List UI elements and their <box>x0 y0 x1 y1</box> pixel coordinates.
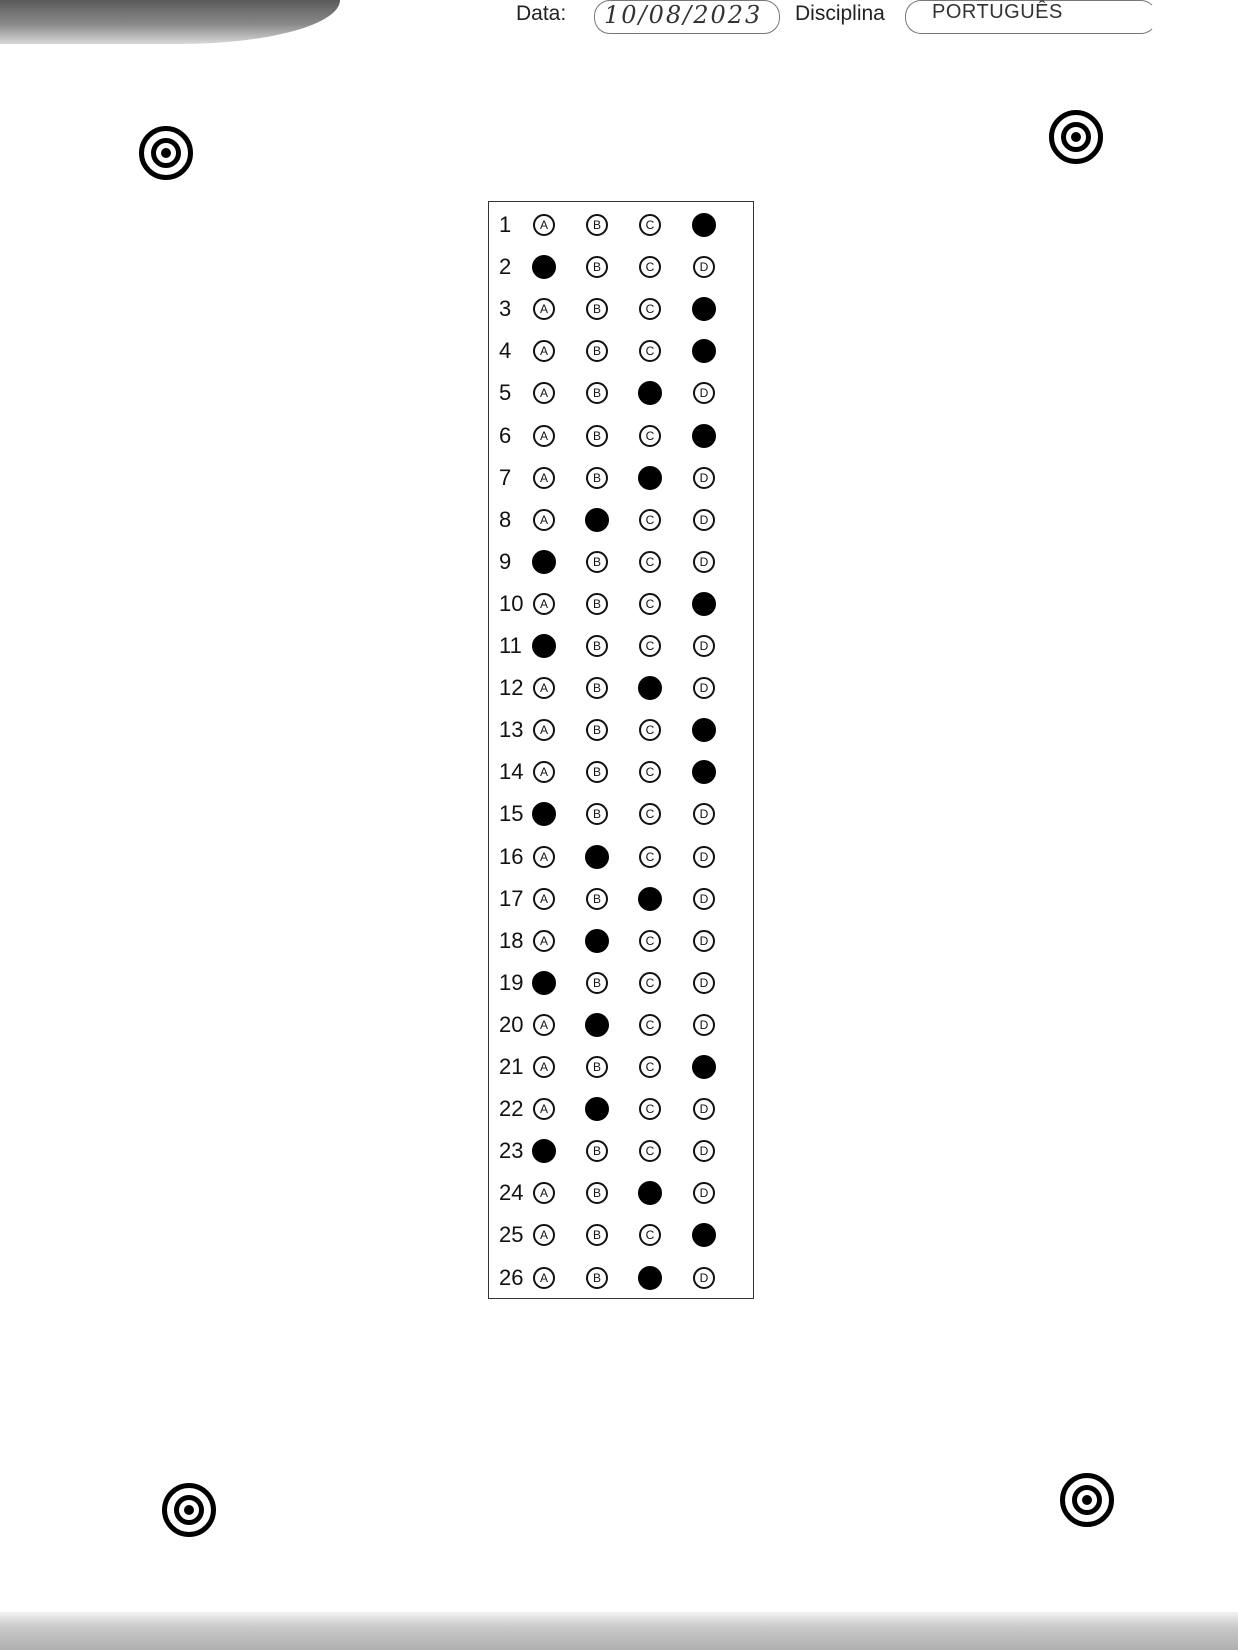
bubble-c-filled[interactable] <box>638 466 662 490</box>
bubble-c-filled[interactable] <box>638 381 662 405</box>
question-number: 3 <box>499 296 512 322</box>
bubble-b[interactable]: B <box>586 467 608 489</box>
bubble-c[interactable]: C <box>639 1098 661 1120</box>
bubble-b[interactable]: B <box>586 1182 608 1204</box>
question-number: 22 <box>499 1096 524 1122</box>
question-number: 13 <box>499 717 524 743</box>
bubble-a[interactable]: A <box>533 1182 555 1204</box>
bubble-b[interactable]: B <box>586 1267 608 1289</box>
bubble-c[interactable]: C <box>639 1014 661 1036</box>
bubble-d[interactable]: D <box>693 1182 715 1204</box>
answer-row <box>489 1130 753 1172</box>
bubble-c[interactable]: C <box>639 719 661 741</box>
bubble-b-filled[interactable] <box>585 845 609 869</box>
bubble-d[interactable]: D <box>693 551 715 573</box>
bubble-b[interactable]: B <box>586 551 608 573</box>
answer-row <box>489 372 753 414</box>
answer-row <box>489 583 753 625</box>
bubble-c[interactable]: C <box>639 340 661 362</box>
bubble-d[interactable]: D <box>693 467 715 489</box>
question-number: 11 <box>499 633 522 658</box>
bubble-a[interactable]: A <box>533 1267 555 1289</box>
bubble-b[interactable]: B <box>586 298 608 320</box>
bubble-c[interactable]: C <box>639 930 661 952</box>
question-number: 6 <box>499 422 512 448</box>
bubble-a[interactable]: A <box>533 1224 555 1246</box>
question-number: 21 <box>499 1054 524 1079</box>
bubble-b[interactable]: B <box>586 1224 608 1246</box>
question-number: 16 <box>499 843 524 869</box>
bubble-a[interactable]: A <box>533 298 555 320</box>
bubble-b[interactable]: B <box>586 635 608 657</box>
bubble-a[interactable]: A <box>533 509 555 531</box>
bubble-a[interactable]: A <box>533 1098 555 1120</box>
answer-row <box>489 962 753 1004</box>
answer-row <box>489 499 753 541</box>
bubble-c-filled[interactable] <box>638 1181 662 1205</box>
answer-row <box>489 751 753 793</box>
answer-row <box>489 1257 753 1299</box>
bubble-d[interactable]: D <box>693 1098 715 1120</box>
question-number: 24 <box>499 1180 524 1206</box>
bubble-d[interactable]: D <box>693 930 715 952</box>
answer-row <box>489 709 753 751</box>
bubble-a[interactable]: A <box>533 677 555 699</box>
bubble-b[interactable]: B <box>586 1056 608 1078</box>
sheet-header <box>0 0 1238 40</box>
bubble-b[interactable]: B <box>586 761 608 783</box>
subject-value: PORTUGUÊS <box>932 1 1063 23</box>
bubble-d[interactable]: D <box>693 677 715 699</box>
bubble-d[interactable]: D <box>693 1140 715 1162</box>
bubble-b[interactable]: B <box>586 677 608 699</box>
answer-row <box>489 204 753 246</box>
answer-row <box>489 541 753 583</box>
answer-row <box>489 878 753 920</box>
question-number: 18 <box>499 927 524 953</box>
bubble-a[interactable]: A <box>533 593 555 615</box>
question-number: 20 <box>499 1011 524 1037</box>
bubble-b[interactable]: B <box>586 888 608 910</box>
bubble-d-filled[interactable] <box>692 1223 716 1247</box>
bubble-c[interactable]: C <box>639 298 661 320</box>
answer-row <box>489 793 753 835</box>
bubble-c[interactable]: C <box>639 846 661 868</box>
bubble-c[interactable]: C <box>639 551 661 573</box>
question-number: 1 <box>499 212 512 237</box>
bubble-d[interactable]: D <box>693 635 715 657</box>
date-label: Data: <box>516 2 567 25</box>
answer-row <box>489 246 753 288</box>
bubble-a-filled[interactable] <box>532 550 556 574</box>
bubble-a[interactable]: A <box>533 719 555 741</box>
question-number: 14 <box>499 759 524 785</box>
answer-row <box>489 1004 753 1046</box>
question-number: 10 <box>499 590 524 616</box>
registration-target-icon-top-left <box>139 126 193 180</box>
bubble-d[interactable]: D <box>693 972 715 994</box>
bubble-d-filled[interactable] <box>692 213 716 237</box>
bubble-c[interactable]: C <box>639 425 661 447</box>
registration-target-icon-bottom-right <box>1060 1473 1114 1527</box>
answer-row <box>489 667 753 709</box>
bubble-d-filled[interactable] <box>692 760 716 784</box>
bubble-d[interactable]: D <box>693 509 715 531</box>
question-number: 26 <box>499 1264 524 1290</box>
bubble-c-filled[interactable] <box>638 1266 662 1290</box>
bubble-b[interactable]: B <box>586 972 608 994</box>
subject-label: Disciplina <box>795 2 885 25</box>
bubble-b-filled[interactable] <box>585 929 609 953</box>
bubble-b[interactable]: B <box>586 425 608 447</box>
bubble-c[interactable]: C <box>639 761 661 783</box>
bubble-b[interactable]: B <box>586 340 608 362</box>
bubble-a[interactable]: A <box>533 930 555 952</box>
question-number: 19 <box>499 969 524 995</box>
question-number: 17 <box>499 885 524 911</box>
answer-row <box>489 1172 753 1214</box>
answer-grid <box>488 201 754 1299</box>
bubble-b-filled[interactable] <box>585 1013 609 1037</box>
bubble-c[interactable]: C <box>639 593 661 615</box>
question-number: 15 <box>499 801 524 827</box>
bubble-b[interactable]: B <box>586 803 608 825</box>
question-number: 25 <box>499 1222 524 1248</box>
answer-row <box>489 288 753 330</box>
bubble-c[interactable]: C <box>639 214 661 236</box>
bubble-c[interactable]: C <box>639 1140 661 1162</box>
bubble-d-filled[interactable] <box>692 297 716 321</box>
bubble-d[interactable]: D <box>693 1014 715 1036</box>
bubble-b[interactable]: B <box>586 382 608 404</box>
bubble-a[interactable]: A <box>533 1014 555 1036</box>
bubble-b[interactable]: B <box>586 214 608 236</box>
bubble-c[interactable]: C <box>639 1056 661 1078</box>
question-number: 2 <box>499 254 512 280</box>
bubble-d[interactable]: D <box>693 1267 715 1289</box>
bubble-b[interactable]: B <box>586 719 608 741</box>
answer-row <box>489 457 753 499</box>
bubble-d[interactable]: D <box>693 256 715 278</box>
registration-target-icon-bottom-left <box>162 1483 216 1537</box>
bubble-a-filled[interactable] <box>532 634 556 658</box>
question-number: 8 <box>499 506 512 532</box>
bubble-b[interactable]: B <box>586 593 608 615</box>
bubble-a-filled[interactable] <box>532 1139 556 1163</box>
bubble-a[interactable]: A <box>533 467 555 489</box>
answer-row <box>489 1088 753 1130</box>
bubble-b-filled[interactable] <box>585 508 609 532</box>
bubble-a-filled[interactable] <box>532 255 556 279</box>
bubble-c[interactable]: C <box>639 972 661 994</box>
bubble-a-filled[interactable] <box>532 802 556 826</box>
answer-row <box>489 836 753 878</box>
question-number: 7 <box>499 464 512 490</box>
bubble-c[interactable]: C <box>639 1224 661 1246</box>
date-value: 10/08/2023 <box>604 1 763 29</box>
bubble-d[interactable]: D <box>693 803 715 825</box>
bubble-a[interactable]: A <box>533 1056 555 1078</box>
bubble-a[interactable]: A <box>533 761 555 783</box>
bubble-a[interactable]: A <box>533 846 555 868</box>
bubble-b-filled[interactable] <box>585 1097 609 1121</box>
bubble-c[interactable]: C <box>639 635 661 657</box>
bubble-a-filled[interactable] <box>532 971 556 995</box>
question-number: 12 <box>499 675 524 701</box>
bubble-a[interactable]: A <box>533 214 555 236</box>
bubble-a[interactable]: A <box>533 340 555 362</box>
bubble-c[interactable]: C <box>639 256 661 278</box>
question-number: 5 <box>499 380 512 406</box>
question-number: 23 <box>499 1138 524 1164</box>
bubble-d-filled[interactable] <box>692 424 716 448</box>
question-number: 4 <box>499 338 512 364</box>
bubble-d-filled[interactable] <box>692 592 716 616</box>
bubble-c[interactable]: C <box>639 803 661 825</box>
bubble-c[interactable]: C <box>639 509 661 531</box>
bubble-d[interactable]: D <box>693 382 715 404</box>
answer-row <box>489 415 753 457</box>
bubble-b[interactable]: B <box>586 256 608 278</box>
answer-row <box>489 1214 753 1256</box>
bubble-a[interactable]: A <box>533 382 555 404</box>
bubble-d-filled[interactable] <box>692 339 716 363</box>
bubble-a[interactable]: A <box>533 888 555 910</box>
answer-row <box>489 625 753 667</box>
bubble-d-filled[interactable] <box>692 1055 716 1079</box>
bubble-d-filled[interactable] <box>692 718 716 742</box>
answer-row <box>489 1046 753 1088</box>
answer-row <box>489 920 753 962</box>
scan-shadow-bottom <box>0 1612 1238 1650</box>
bubble-a[interactable]: A <box>533 425 555 447</box>
bubble-d[interactable]: D <box>693 888 715 910</box>
bubble-b[interactable]: B <box>586 1140 608 1162</box>
bubble-d[interactable]: D <box>693 846 715 868</box>
answer-row <box>489 330 753 372</box>
registration-target-icon-top-right <box>1049 110 1103 164</box>
bubble-c-filled[interactable] <box>638 887 662 911</box>
question-number: 9 <box>499 548 512 574</box>
bubble-c-filled[interactable] <box>638 676 662 700</box>
